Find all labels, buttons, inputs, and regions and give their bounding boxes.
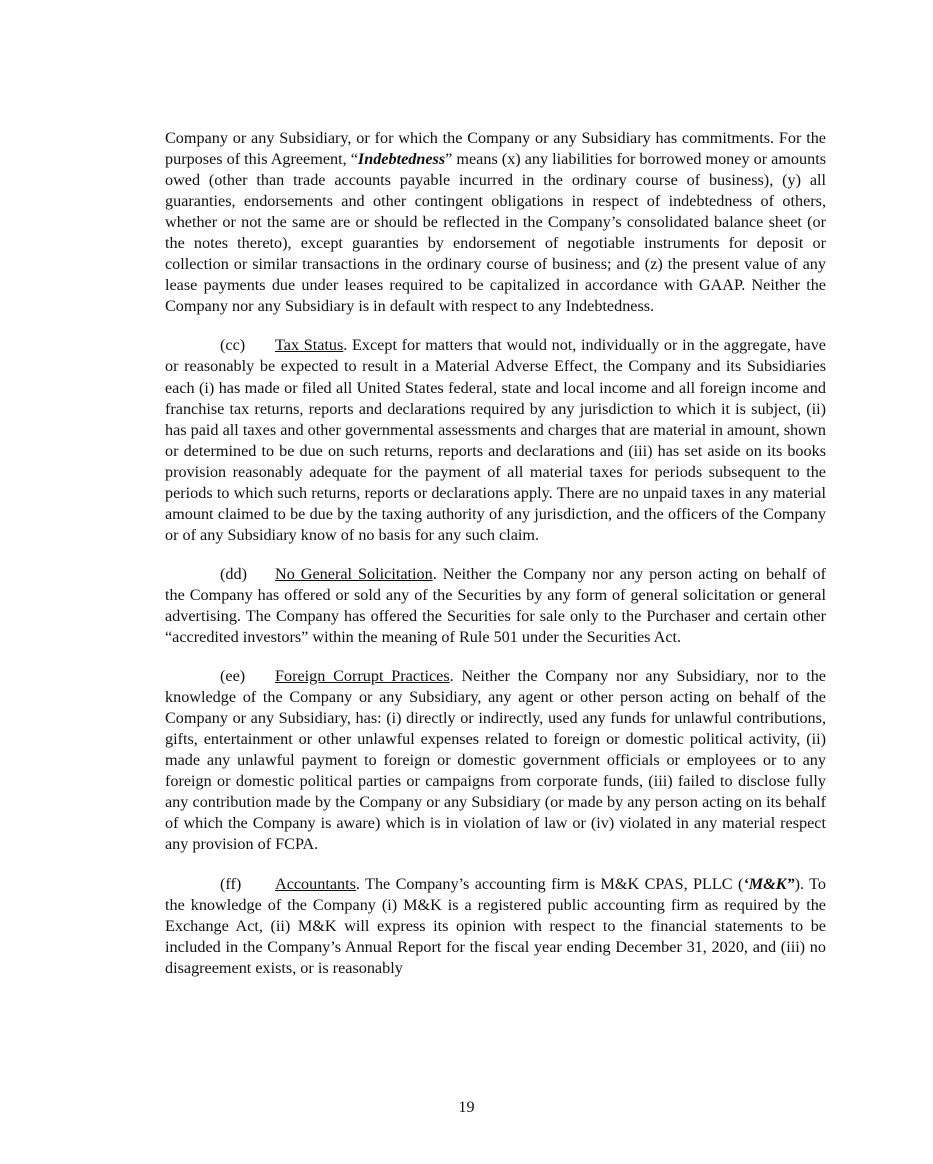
section-number: (ee) <box>220 667 246 686</box>
section-number: (cc) <box>220 336 246 355</box>
section-number: (dd) <box>220 564 247 583</box>
page-number: 19 <box>458 1098 475 1116</box>
paragraph-text: . Neither the Company nor any person acting on behalf of the Company has offered or sold any of the Securities by any form of general solicitation or general advertising. The Company has offered the Securities for sale only to the Purchaser and certain other “accredited investors” within the meaning of Rule 501 under the Securities Act. <box>165 564 826 647</box>
defined-term: Indebtedness <box>357 150 446 169</box>
body-text <box>165 128 826 997</box>
paragraph-text: . Neither the Company nor any Subsidiary, nor to the knowledge of the Company or any Subsidiary, any agent or other person acting on behalf of the Company or any Subsidiary, has: (i) directly or indirectly, used any funds for unlawful contributions, gifts, entertainment or other unlawful expenses related to foreign or domestic political activity, (ii) made any unlawful payment to foreign or domestic government officials or employees or to any foreign or domestic political parties or campaigns from corporate funds, (iii) failed to disclose fully any contribution made by the Company or any Subsidiary (or made by any person acting on its behalf of which the Company is aware) which is in violation of law or (iv) violated in any material respect any provision of FCPA. <box>165 667 826 854</box>
paragraph-text: ” means (x) any liabilities for borrowed money or amounts owed (other than trade accounts payable incurred in the ordinary course of business), (y) all guaranties, endorsements and other contingent obligations in respect of indebtedness of others, whether or not the same are or should be reflected in the Company’s consolidated balance sheet (or the notes thereto), except guaranties by endorsement of negotiable instruments for deposit or collection or similar transactions in the ordinary course of business; and (z) the present value of any lease payments due under leases required to be capitalized in accordance with GAAP. Neither the Company nor any Subsidiary is in default with respect to any Indebtedness. <box>165 150 826 316</box>
paragraph-text: . The Company’s accounting firm is M&K CPAS, PLLC ( <box>355 874 744 893</box>
paragraph-text: Company or any Subsidiary, or for which the Company or any Subsidiary has commitments. For the purposes of this Agreement, “ <box>165 129 826 169</box>
defined-term: ‘M&K” <box>743 874 795 893</box>
paragraph-dd <box>165 564 826 648</box>
section-heading: No General Solicitation <box>275 564 433 583</box>
section-heading: Tax Status <box>275 336 344 355</box>
paragraph-ff <box>165 874 826 979</box>
section-heading: Foreign Corrupt Practices <box>275 667 450 686</box>
section-heading: Accountants <box>275 874 356 893</box>
paragraph-text: ). To the knowledge of the Company (i) M&K is a registered public accounting firm as required by the Exchange Act, (ii) M&K will express its opinion with respect to the financial statements to be included in the Company’s Annual Report for the fiscal year ending December 31, 2020, and (iii) no disagreement exists, or is reasonably <box>165 874 826 977</box>
paragraph-ee <box>165 666 826 855</box>
paragraph-bb-continued <box>165 128 826 317</box>
paragraph-text: . Except for matters that would not, individually or in the aggregate, have or reasonably be expected to result in a Material Adverse Effect, the Company and its Subsidiaries each (i) has made or filed all United States federal, state and local income and all foreign income and franchise tax returns, reports and declarations required by any jurisdiction to which it is subject, (ii) has paid all taxes and other governmental assessments and charges that are material in amount, shown or determined to be due on such returns, reports and declarations and (iii) has set aside on its books provision reasonably adequate for the payment of all material taxes for periods subsequent to the periods to which such returns, reports or declarations apply. There are no unpaid taxes in any material amount claimed to be due by the taxing authority of any jurisdiction, and the officers of the Company or of any Subsidiary know of no basis for any such claim. <box>165 336 826 544</box>
section-number: (ff) <box>220 874 242 893</box>
paragraph-cc <box>165 335 826 545</box>
